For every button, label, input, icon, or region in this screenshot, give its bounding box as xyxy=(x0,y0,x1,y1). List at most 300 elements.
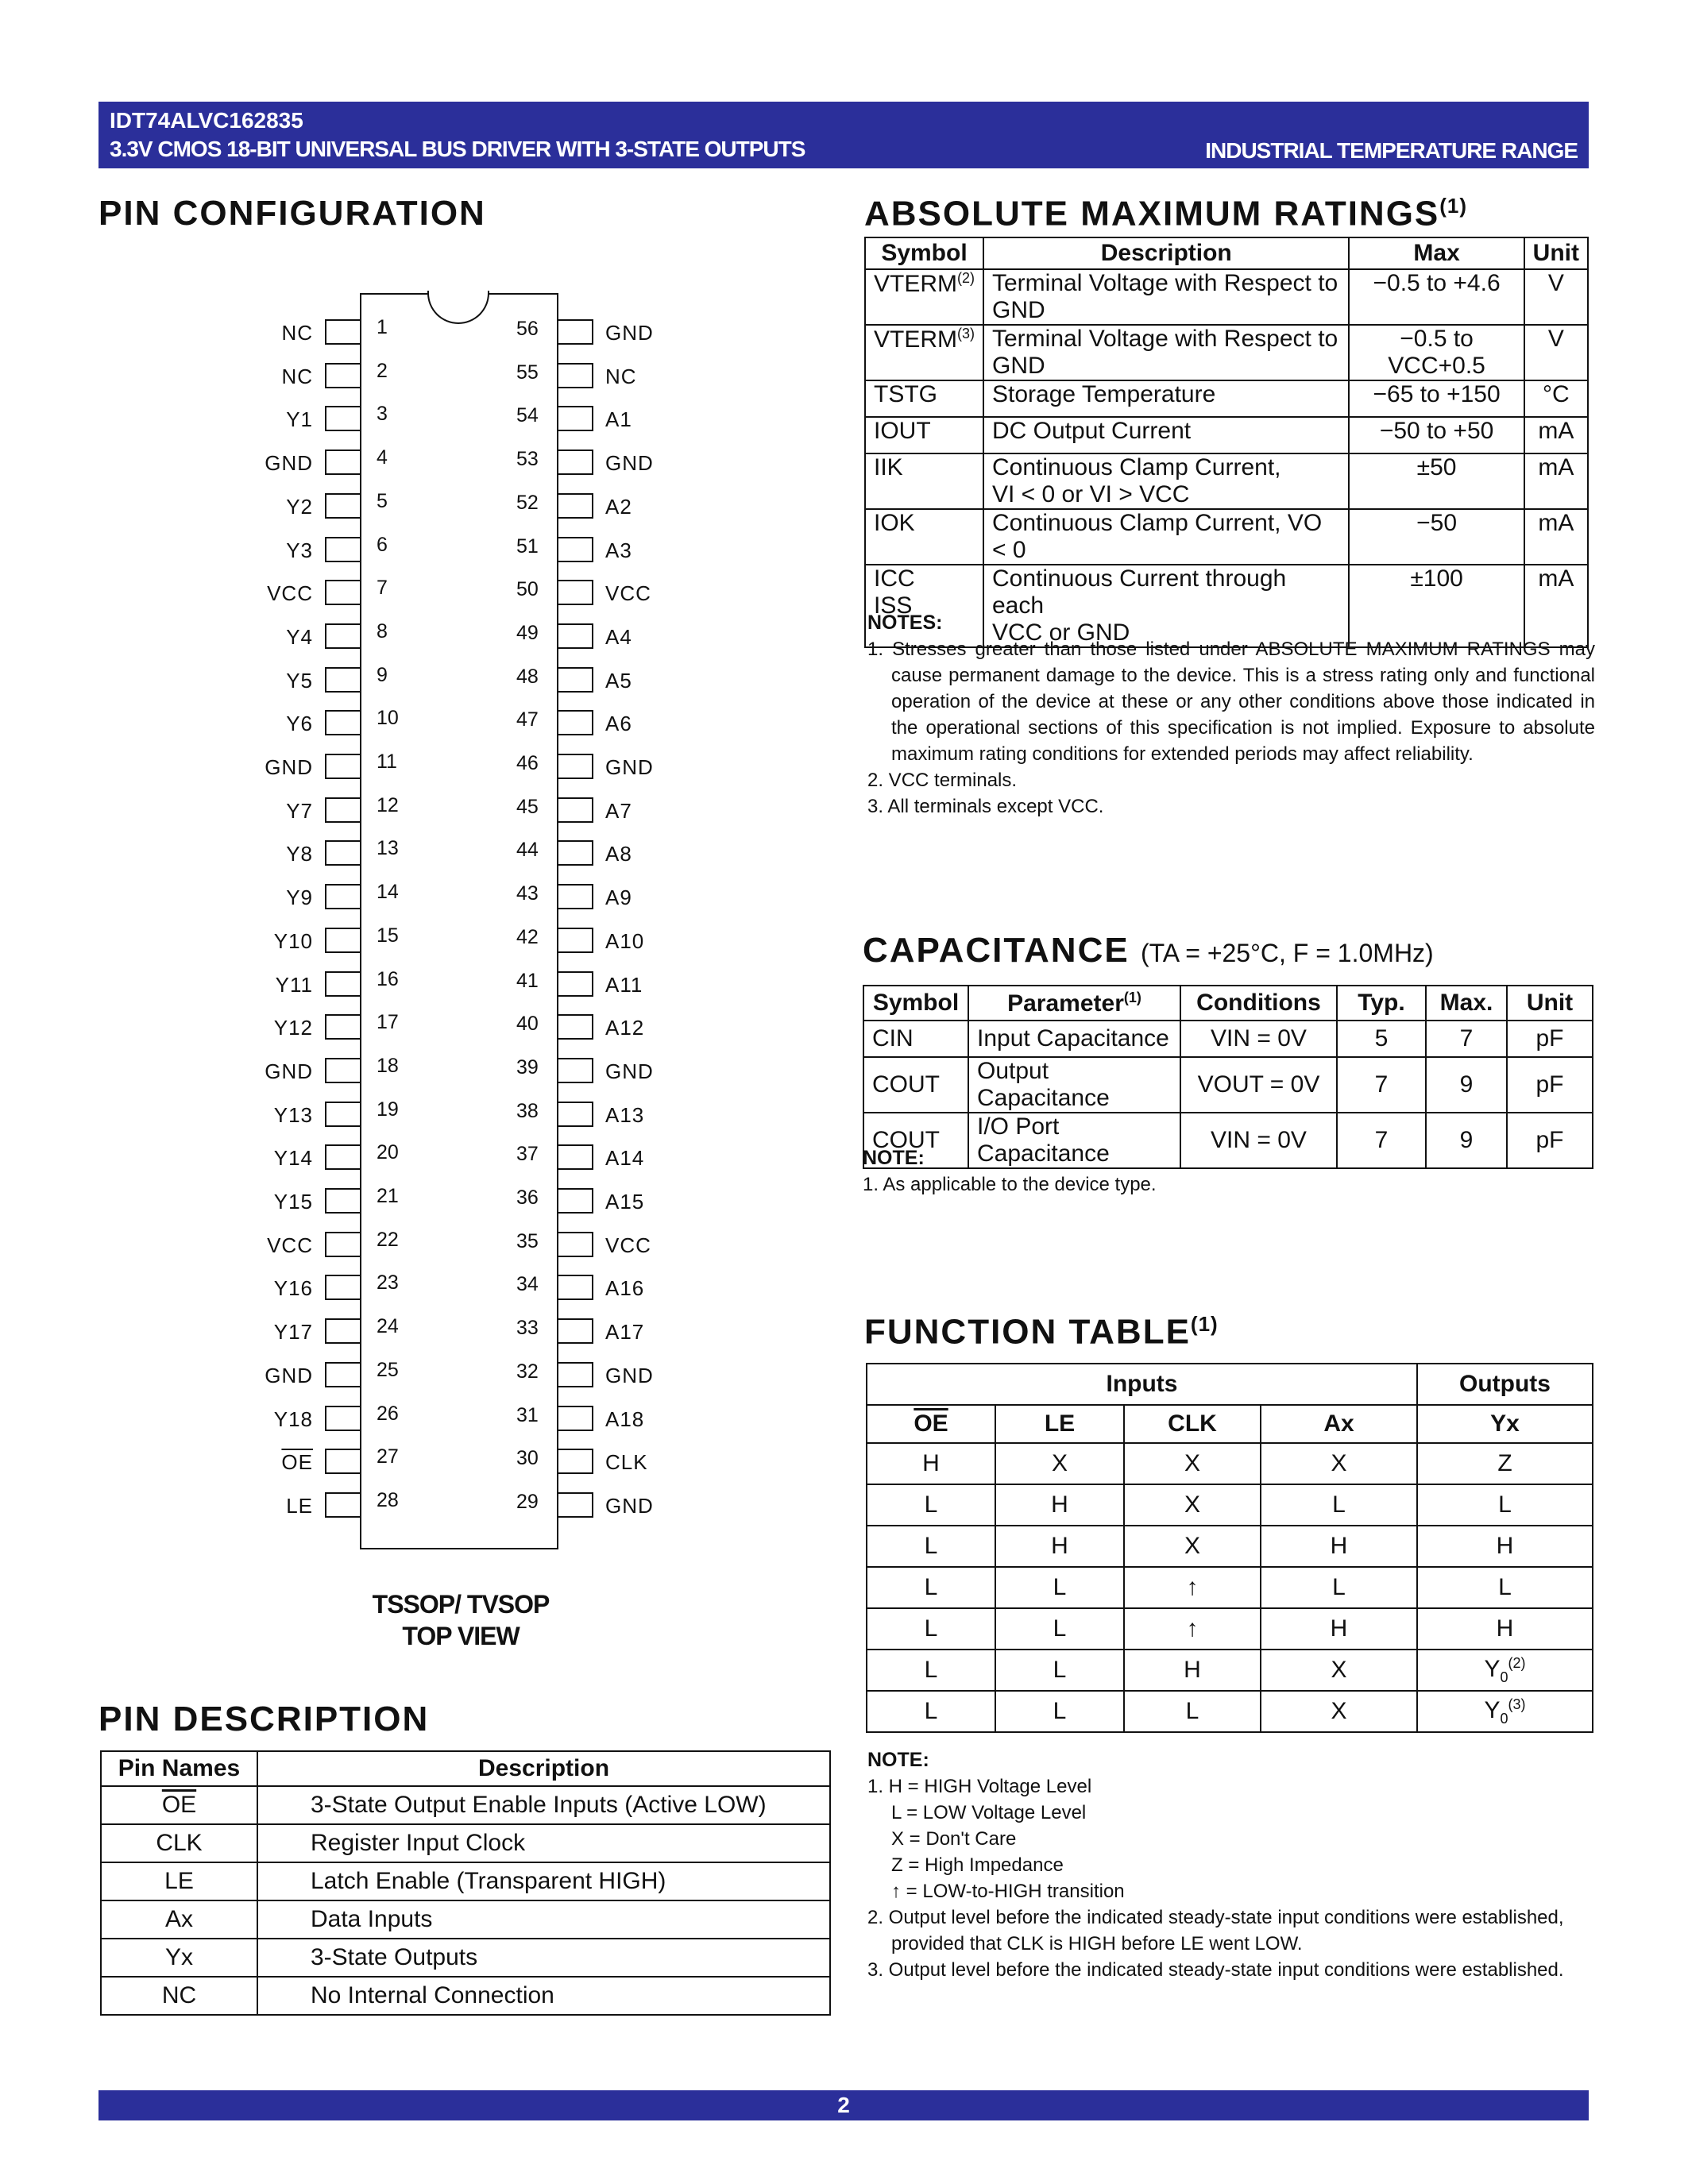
pin-number-right: 41 xyxy=(516,969,539,992)
pin-name-right: A5 xyxy=(605,668,632,693)
pin-lead-left xyxy=(325,1232,360,1257)
cell-value: L xyxy=(1053,1615,1067,1642)
page-number: 2 xyxy=(837,2093,850,2117)
table-row xyxy=(101,1824,830,1862)
col-yx: Yx xyxy=(1417,1405,1593,1443)
cell-value: X xyxy=(1051,1450,1068,1476)
pin-name-right: A9 xyxy=(605,886,632,910)
cell-pin-name: $\overline{OE}$ xyxy=(101,1786,257,1824)
part-number: IDT74ALVC162835 xyxy=(110,108,303,133)
pin-number-left: 15 xyxy=(377,924,399,947)
symbol-text-2: ISS xyxy=(874,592,913,619)
cell-le xyxy=(995,1443,1124,1484)
cell-note: (3) xyxy=(1508,1696,1526,1712)
pin-number-left: 14 xyxy=(377,881,399,904)
ft-note-1e: ↑ = LOW-to-HIGH transition xyxy=(891,1881,1125,1902)
cell-le xyxy=(995,1691,1124,1732)
temperature-range: INDUSTRIAL TEMPERATURE RANGE xyxy=(1205,138,1578,163)
pin-number-right: 50 xyxy=(516,578,539,601)
table-row xyxy=(865,453,1588,509)
symbol-text: IOK xyxy=(874,510,915,536)
pin-number-left: 5 xyxy=(377,489,388,512)
cell-value: H xyxy=(1330,1533,1348,1559)
cell-ax xyxy=(1261,1443,1417,1484)
col-description: Description xyxy=(257,1751,830,1786)
col-le: LE xyxy=(995,1405,1124,1443)
cell-description: 3-State Output Enable Inputs (Active LOW) xyxy=(257,1786,830,1824)
table-header-row xyxy=(867,1405,1593,1443)
pin-lead-right xyxy=(558,319,593,345)
cell-ax xyxy=(1261,1526,1417,1567)
pin-number-right: 34 xyxy=(516,1273,539,1296)
pin-number-left: 12 xyxy=(377,793,399,816)
pin-lead-right xyxy=(558,1318,593,1344)
pin-lead-right xyxy=(558,1362,593,1387)
pin-desc-title: PIN DESCRIPTION xyxy=(98,1700,430,1738)
pin-number-left: 16 xyxy=(377,967,399,990)
pin-lead-left xyxy=(325,1188,360,1214)
pin-number-right: 47 xyxy=(516,708,539,731)
pin-number-left: 1 xyxy=(377,316,388,338)
pin-number-right: 55 xyxy=(516,361,539,384)
pin-number-left: 27 xyxy=(377,1445,399,1468)
ft-note-1c: X = Don't Care xyxy=(891,1828,1017,1850)
cell-typ: 7 xyxy=(1337,1113,1426,1168)
pin-lead-left xyxy=(325,363,360,388)
description-text: Terminal Voltage with Respect to GND xyxy=(992,270,1338,323)
pin-lead-right xyxy=(558,1449,593,1474)
cell-max: ±50 xyxy=(1349,453,1524,509)
pin-name-left: NC xyxy=(281,321,313,345)
pin-name-left: Y13 xyxy=(273,1102,313,1127)
col-conditions: Conditions xyxy=(1180,986,1337,1021)
pin-number-right: 45 xyxy=(516,795,539,818)
description-text: Terminal Voltage with Respect to GND xyxy=(992,326,1338,379)
col-symbol: Symbol xyxy=(865,237,983,269)
cell-yx xyxy=(1417,1484,1593,1526)
pin-number-left: 10 xyxy=(377,707,399,730)
ft-note-1d: Z = High Impedance xyxy=(891,1854,1064,1876)
pin-number-left: 28 xyxy=(377,1488,399,1511)
cell-clk xyxy=(1124,1526,1261,1567)
cell-value: L xyxy=(1053,1698,1067,1724)
pin-name-right: A11 xyxy=(605,972,643,997)
pin-name-left: GND xyxy=(265,1059,313,1083)
col-clk: CLK xyxy=(1124,1405,1261,1443)
cell-clk xyxy=(1124,1567,1261,1608)
cell-unit: mA xyxy=(1524,453,1588,509)
abs-max-title-note: (1) xyxy=(1439,194,1468,218)
pin-name-right: A13 xyxy=(605,1102,645,1127)
cell-unit: V xyxy=(1524,269,1588,325)
abs-max-table xyxy=(864,237,1589,648)
pin-number-left: 18 xyxy=(377,1054,399,1077)
description-text-2: VI < 0 or VI > VCC xyxy=(992,481,1190,507)
cell-sub: 0 xyxy=(1500,1669,1508,1685)
pin-name-right: A12 xyxy=(605,1016,645,1040)
cell-unit: V xyxy=(1524,325,1588,380)
pin-number-left: 17 xyxy=(377,1011,399,1034)
cell-value: ↑ xyxy=(1186,1574,1199,1600)
pin-lead-left xyxy=(325,1318,360,1344)
pin-number-left: 3 xyxy=(377,403,388,426)
cell-value: H xyxy=(1496,1533,1514,1559)
note-title: NOTE: xyxy=(863,1147,925,1169)
pin-name-left: $\overline{OE}$ xyxy=(281,1450,313,1475)
col-pin-names: Pin Names xyxy=(101,1751,257,1786)
table-header-row xyxy=(863,986,1593,1021)
pin-lead-left xyxy=(325,1406,360,1431)
cell-value: L xyxy=(1498,1491,1512,1518)
symbol-text: ICC xyxy=(874,565,915,592)
pin-name-left: VCC xyxy=(267,1233,313,1257)
pin-name-right: A3 xyxy=(605,538,632,562)
symbol-note: (3) xyxy=(957,326,975,341)
abs-max-note-3: 3. All terminals except VCC. xyxy=(867,796,1104,817)
table-row xyxy=(101,1862,830,1900)
col-max: Max. xyxy=(1426,986,1507,1021)
pin-number-right: 32 xyxy=(516,1360,539,1383)
pin-lead-right xyxy=(558,537,593,562)
pin-lead-left xyxy=(325,450,360,475)
pin-number-right: 53 xyxy=(516,448,539,471)
cell-max: −0.5 to +4.6 xyxy=(1349,269,1524,325)
pin-number-right: 48 xyxy=(516,665,539,688)
symbol-text: IOUT xyxy=(874,418,931,444)
pin-name-right: A16 xyxy=(605,1276,645,1301)
cell-value: H xyxy=(1184,1657,1201,1683)
pin-name-right: A17 xyxy=(605,1320,645,1345)
cell-le xyxy=(995,1650,1124,1691)
pin-number-right: 54 xyxy=(516,404,539,427)
pin-name-left: Y18 xyxy=(273,1406,313,1431)
table-row xyxy=(865,380,1588,417)
pin-number-right: 29 xyxy=(516,1490,539,1513)
cell-max: −50 xyxy=(1349,509,1524,565)
pin-lead-right xyxy=(558,1232,593,1257)
pin-lead-right xyxy=(558,1144,593,1170)
cell-symbol xyxy=(865,269,983,325)
col-oe xyxy=(867,1405,995,1443)
pin-desc-table xyxy=(100,1750,831,2016)
pin-lead-left xyxy=(325,537,360,562)
cell-pin-name: Yx xyxy=(101,1939,257,1977)
cell-ax xyxy=(1261,1567,1417,1608)
table-row xyxy=(867,1691,1593,1732)
cell-pin-name: Ax xyxy=(101,1900,257,1939)
cell-description xyxy=(983,417,1349,453)
pin-name-left: GND xyxy=(265,451,313,476)
cell-value: H xyxy=(1051,1491,1068,1518)
pin-name-left: Y14 xyxy=(273,1146,313,1171)
cell-value: X xyxy=(1331,1698,1347,1724)
cell-value: L xyxy=(1185,1698,1199,1724)
cell-ax xyxy=(1261,1691,1417,1732)
symbol-text: VTERM xyxy=(874,326,957,353)
col-symbol: Symbol xyxy=(863,986,968,1021)
pin-name-left: Y6 xyxy=(286,712,313,736)
pin-name-right: A15 xyxy=(605,1190,645,1214)
pin-name-right: A10 xyxy=(605,928,645,953)
pin-number-left: 24 xyxy=(377,1315,399,1338)
col-oe-text: $\overline{OE}$ xyxy=(914,1410,948,1437)
pin-name-left: Y15 xyxy=(273,1190,313,1214)
pin-lead-right xyxy=(558,623,593,649)
table-row xyxy=(867,1608,1593,1650)
cell-pin-name: CLK xyxy=(101,1824,257,1862)
cell-value: Y xyxy=(1484,1655,1501,1682)
pin-lead-left xyxy=(325,667,360,693)
pin-lead-right xyxy=(558,797,593,823)
abs-max-note-1: 1. Stresses greater than those listed under ABSOLUTE MAXIMUM RATINGS may cause permanent damage to the device. This is a stress rating only and functional operation of the device at these or any other conditions above those indicated in the operational sections of this specification is not implied. Exposure to absolute maximum rating conditions for extended periods may affect reliability. xyxy=(867,639,1595,765)
pin-lead-left xyxy=(325,884,360,909)
pin-number-left: 9 xyxy=(377,663,388,686)
package-type: TSSOP/ TVSOP xyxy=(372,1590,550,1619)
pin-name-right: GND xyxy=(605,1493,654,1518)
description-text-2: VCC or GND xyxy=(992,619,1130,646)
col-description: Description xyxy=(983,237,1349,269)
pin-name-right: GND xyxy=(605,1059,654,1083)
pin-number-left: 8 xyxy=(377,619,388,642)
pin-lead-left xyxy=(325,797,360,823)
cell-max: −65 to +150 xyxy=(1349,380,1524,417)
pin-number-left: 6 xyxy=(377,533,388,556)
pin-number-right: 36 xyxy=(516,1187,539,1209)
table-header-row xyxy=(865,237,1588,269)
cell-clk xyxy=(1124,1484,1261,1526)
pin-lead-right xyxy=(558,710,593,735)
cell-max: −0.5 to VCC+0.5 xyxy=(1349,325,1524,380)
cell-le xyxy=(995,1567,1124,1608)
pin-lead-left xyxy=(325,1362,360,1387)
pin-number-right: 35 xyxy=(516,1229,539,1252)
pin-lead-right xyxy=(558,1102,593,1127)
cell-oe xyxy=(867,1567,995,1608)
table-row xyxy=(867,1443,1593,1484)
cell-symbol xyxy=(865,380,983,417)
cell-oe xyxy=(867,1484,995,1526)
table-row xyxy=(867,1567,1593,1608)
cell-value: ↑ xyxy=(1186,1615,1199,1642)
cell-max: 9 xyxy=(1426,1057,1507,1113)
table-row xyxy=(101,1786,830,1824)
pin-lead-left xyxy=(325,580,360,605)
pin-name-right: GND xyxy=(605,451,654,476)
cell-pin-name: LE xyxy=(101,1862,257,1900)
ft-note-1: 1. H = HIGH Voltage Level xyxy=(867,1776,1092,1797)
cell-oe xyxy=(867,1526,995,1567)
pin-name-right: A8 xyxy=(605,842,632,866)
footer-bar xyxy=(98,2090,1589,2120)
pin-name-right: GND xyxy=(605,1363,654,1387)
pin-name-right: GND xyxy=(605,755,654,779)
cell-value: L xyxy=(924,1657,938,1683)
cell-value: H xyxy=(1051,1533,1068,1559)
cell-value: X xyxy=(1331,1450,1347,1476)
table-row xyxy=(867,1484,1593,1526)
cell-description: Register Input Clock xyxy=(257,1824,830,1862)
cell-symbol: COUT xyxy=(863,1057,968,1113)
capacitance-title-text: CAPACITANCE xyxy=(863,931,1130,970)
table-row xyxy=(865,509,1588,565)
cell-max: −50 to +50 xyxy=(1349,417,1524,453)
cell-yx xyxy=(1417,1443,1593,1484)
symbol-text: VTERM xyxy=(874,271,957,297)
pin-lead-left xyxy=(325,971,360,997)
cell-value: L xyxy=(924,1533,938,1559)
cell-le xyxy=(995,1526,1124,1567)
cell-description xyxy=(983,380,1349,417)
table-row xyxy=(101,1939,830,1977)
header-rule xyxy=(98,164,1589,167)
pin-number-right: 37 xyxy=(516,1143,539,1166)
cell-clk xyxy=(1124,1650,1261,1691)
pin-number-left: 23 xyxy=(377,1271,399,1295)
table-row xyxy=(865,325,1588,380)
cell-value: L xyxy=(924,1615,938,1642)
pin-name-left: Y5 xyxy=(286,668,313,693)
pin-name-right: GND xyxy=(605,321,654,345)
cell-value: L xyxy=(924,1698,938,1724)
pin-lead-left xyxy=(325,1102,360,1127)
pin-number-right: 52 xyxy=(516,491,539,514)
table-row xyxy=(863,1021,1593,1057)
pin-name-right: A18 xyxy=(605,1406,645,1431)
col-parameter xyxy=(968,986,1180,1021)
cell-typ: 7 xyxy=(1337,1057,1426,1113)
abs-max-title xyxy=(864,194,1467,234)
table-row xyxy=(865,417,1588,453)
table-row xyxy=(867,1650,1593,1691)
cell-le xyxy=(995,1608,1124,1650)
symbol-note: (2) xyxy=(957,270,975,286)
pin-name-left: Y17 xyxy=(273,1320,313,1345)
pin-lead-right xyxy=(558,1275,593,1300)
description-text: DC Output Current xyxy=(992,418,1192,444)
cell-parameter: Input Capacitance xyxy=(968,1021,1180,1057)
table-row xyxy=(101,1900,830,1939)
pin-number-right: 49 xyxy=(516,621,539,644)
cell-value: L xyxy=(1332,1574,1346,1600)
pin-number-right: 56 xyxy=(516,318,539,340)
package-view: TOP VIEW xyxy=(402,1622,520,1650)
col-typ: Typ. xyxy=(1337,986,1426,1021)
pin-name-left: Y9 xyxy=(286,886,313,910)
parameter-note: (1) xyxy=(1123,989,1141,1005)
cell-value: H xyxy=(1496,1615,1514,1642)
cell-conditions: VIN = 0V xyxy=(1180,1021,1337,1057)
function-table-title-note: (1) xyxy=(1190,1312,1219,1336)
pin-name-left: Y16 xyxy=(273,1276,313,1301)
cell-value: X xyxy=(1184,1450,1200,1476)
capacitance-notes xyxy=(863,1145,1590,1198)
pin-name-right: A6 xyxy=(605,712,632,736)
pin-lead-right xyxy=(558,928,593,953)
cell-max: ±100 xyxy=(1349,565,1524,647)
pin-name-left: VCC xyxy=(267,581,313,606)
table-row xyxy=(101,1977,830,2015)
pin-name-left: Y7 xyxy=(286,798,313,823)
pin-lead-left xyxy=(325,1058,360,1083)
cell-max: 7 xyxy=(1426,1021,1507,1057)
pin-name-right: A14 xyxy=(605,1146,645,1171)
pin-lead-left xyxy=(325,710,360,735)
cell-unit: mA xyxy=(1524,565,1588,647)
pin-lead-left xyxy=(325,406,360,431)
pin-number-left: 20 xyxy=(377,1141,399,1164)
cell-description xyxy=(983,509,1349,565)
cell-description: Latch Enable (Transparent HIGH) xyxy=(257,1862,830,1900)
col-parameter-text: Parameter xyxy=(1007,990,1124,1017)
cell-value: L xyxy=(1498,1574,1512,1600)
pin-name-left: NC xyxy=(281,364,313,388)
pin-name-left: Y1 xyxy=(286,407,313,432)
cell-parameter: Output Capacitance xyxy=(968,1057,1180,1113)
cell-le xyxy=(995,1484,1124,1526)
abs-max-notes xyxy=(867,610,1595,820)
note-title: NOTE: xyxy=(867,1749,929,1771)
pin-name-right: VCC xyxy=(605,1233,651,1257)
cell-typ: 5 xyxy=(1337,1021,1426,1057)
cell-clk xyxy=(1124,1608,1261,1650)
cell-oe xyxy=(867,1650,995,1691)
description-text: Continuous Clamp Current, VO < 0 xyxy=(992,510,1323,563)
cell-conditions: VIN = 0V xyxy=(1180,1113,1337,1168)
cell-parameter: I/O Port Capacitance xyxy=(968,1113,1180,1168)
cell-oe xyxy=(867,1608,995,1650)
capacitance-table xyxy=(863,985,1593,1169)
pin-lead-right xyxy=(558,1058,593,1083)
cell-unit: pF xyxy=(1507,1057,1593,1113)
pin-name-right: A1 xyxy=(605,407,632,432)
function-table-title xyxy=(864,1312,1219,1352)
cell-symbol xyxy=(865,509,983,565)
pin-number-left: 26 xyxy=(377,1402,399,1425)
pin-number-right: 46 xyxy=(516,752,539,774)
ft-note-2: 2. Output level before the indicated steady-state input conditions were established, provided that CLK is HIGH before LE went LOW. xyxy=(867,1907,1564,1954)
function-table-title-text: FUNCTION TABLE xyxy=(864,1312,1191,1352)
col-ax: Ax xyxy=(1261,1405,1417,1443)
cell-unit: mA xyxy=(1524,509,1588,565)
cell-symbol: CIN xyxy=(863,1021,968,1057)
cell-value: X xyxy=(1184,1491,1200,1518)
ft-note-3: 3. Output level before the indicated steady-state input conditions were established. xyxy=(867,1959,1564,1981)
pin-lead-left xyxy=(325,1449,360,1474)
cell-yx xyxy=(1417,1608,1593,1650)
pin-number-right: 33 xyxy=(516,1317,539,1340)
pin-number-left: 21 xyxy=(377,1185,399,1207)
cell-value: L xyxy=(1332,1491,1346,1518)
pin-config-title: PIN CONFIGURATION xyxy=(98,194,486,233)
pin-name-left: GND xyxy=(265,1363,313,1387)
cell-clk xyxy=(1124,1691,1261,1732)
pin-name-right: CLK xyxy=(605,1450,648,1475)
col-unit: Unit xyxy=(1524,237,1588,269)
cell-value: Z xyxy=(1497,1450,1512,1476)
pin-lead-right xyxy=(558,1188,593,1214)
pin-lead-right xyxy=(558,1406,593,1431)
pin-lead-left xyxy=(325,754,360,779)
cell-value: L xyxy=(924,1491,938,1518)
pin-name-left: Y2 xyxy=(286,494,313,519)
cell-ax xyxy=(1261,1650,1417,1691)
abs-max-title-text: ABSOLUTE MAXIMUM RATINGS xyxy=(864,194,1440,233)
pin-name-right: A7 xyxy=(605,798,632,823)
pin-lead-right xyxy=(558,450,593,475)
cell-yx xyxy=(1417,1526,1593,1567)
pin-number-right: 31 xyxy=(516,1403,539,1426)
cell-note: (2) xyxy=(1508,1654,1526,1671)
